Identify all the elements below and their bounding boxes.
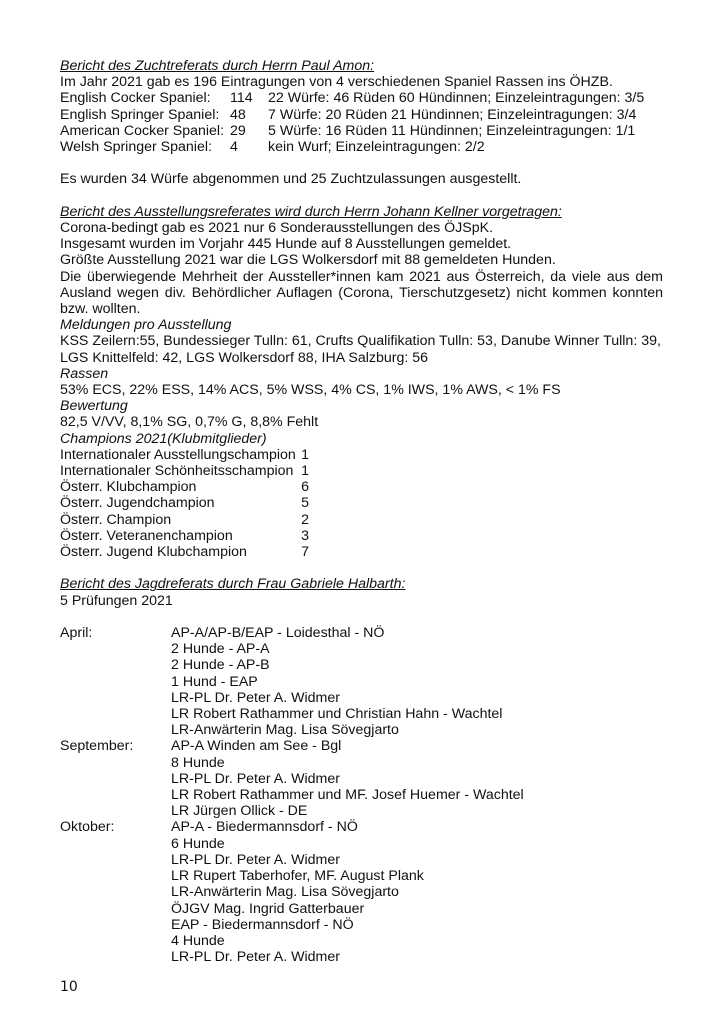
table-row: [60, 868, 524, 884]
table-row: [60, 722, 524, 738]
breed-detail: 7 Würfe: 20 Rüden 21 Hündinnen; Einzeleintragungen: 3/4: [268, 106, 637, 123]
champion-title: Österr. Champion: [60, 511, 172, 528]
event-line: AP-A Winden am See - Bgl: [171, 738, 342, 755]
breed-name: Welsh Springer Spaniel:: [60, 139, 212, 156]
breed-detail: 22 Würfe: 46 Rüden 60 Hündinnen; Einzeleintragungen: 3/5: [268, 90, 645, 107]
events-table: [60, 625, 524, 965]
table-row: [60, 949, 524, 965]
event-month: April:: [60, 625, 93, 642]
section-heading: Bericht des Zuchtreferats durch Herrn Paul Amon:: [60, 58, 375, 74]
champions-table: [60, 447, 309, 560]
section-ausstellungsreferat: [60, 204, 663, 560]
event-line: 8 Hunde: [171, 754, 225, 771]
event-line: LR-Anwärterin Mag. Lisa Sövegjarto: [171, 722, 399, 739]
event-month: September:: [60, 738, 134, 755]
event-line: LR-PL Dr. Peter A. Widmer: [171, 851, 340, 868]
meldungen-text: KSS Zeilern:55, Bundessieger Tulln: 61, Crufts Qualifikation Tulln: 53, Danube Winner Tulln: 39, LGS Knittelfeld: 42, LGS Wolkersdorf 88, IHA Salzburg: 56: [60, 333, 661, 366]
spacer: [60, 188, 663, 204]
champion-title: Österr. Klubchampion: [60, 479, 197, 496]
event-line: AP-A/AP-B/EAP - Loidesthal - NÖ: [171, 625, 385, 642]
table-row: [60, 657, 524, 673]
table-row: [60, 933, 524, 949]
spacer: [60, 560, 663, 576]
breed-table: [60, 90, 644, 155]
event-line: LR-PL Dr. Peter A. Widmer: [171, 770, 340, 787]
rassen-text: 53% ECS, 22% ESS, 14% ACS, 5% WSS, 4% CS, 1% IWS, 1% AWS, < 1% FS: [60, 382, 561, 399]
event-line: LR Rupert Taberhofer, MF. August Plank: [171, 868, 424, 885]
champion-title: Österr. Jugendchampion: [60, 495, 215, 512]
bewertung-text: 82,5 V/VV, 8,1% SG, 0,7% G, 8,8% Fehlt: [60, 414, 319, 431]
event-line: LR-Anwärterin Mag. Lisa Sövegjarto: [171, 884, 399, 901]
table-row: [60, 803, 524, 819]
table-row: [60, 90, 644, 106]
table-row: [60, 690, 524, 706]
section-heading: Bericht des Jagdreferats durch Frau Gabriele Halbarth:: [60, 576, 406, 593]
intro-text: Im Jahr 2021 gab es 196 Eintragungen von 4 verschiedenen Spaniel Rassen ins ÖHZB.: [60, 74, 613, 91]
champion-count: 1: [301, 446, 309, 463]
table-row: [60, 674, 524, 690]
text-line: Insgesamt wurden im Vorjahr 445 Hunde auf 8 Ausstellungen gemeldet.: [60, 236, 512, 253]
table-row: [60, 819, 524, 835]
section-zuchtreferat: [60, 58, 663, 188]
champion-count: 6: [301, 479, 309, 496]
event-line: LR-PL Dr. Peter A. Widmer: [171, 689, 340, 706]
table-row: [60, 495, 309, 511]
text-line: Größte Ausstellung 2021 war die LGS Wolkersdorf mit 88 gemeldeten Hunden.: [60, 252, 556, 269]
breed-name: English Springer Spaniel:: [60, 106, 220, 123]
event-line: 4 Hunde: [171, 932, 225, 949]
champion-count: 3: [301, 527, 309, 544]
table-row: [60, 787, 524, 803]
event-line: 2 Hunde - AP-A: [171, 641, 270, 658]
table-row: [60, 641, 524, 657]
table-row: [60, 901, 524, 917]
table-row: [60, 917, 524, 933]
table-row: [60, 852, 524, 868]
paragraph-text: Die überwiegende Mehrheit der Aussteller*innen kam 2021 aus Österreich, da viele aus dem Ausland wegen div. Behördlicher Auflagen (Corona, Tierschutzgesetz) nicht kommen konnten bzw. wollten.: [60, 268, 663, 318]
event-line: EAP - Biedermannsdorf - NÖ: [171, 916, 354, 933]
section-heading: Bericht des Ausstellungsreferates wird durch Herrn Johann Kellner vorgetragen:: [60, 203, 562, 220]
breed-count: 4: [230, 139, 238, 156]
table-row: [60, 479, 309, 495]
text-line: Corona-bedingt gab es 2021 nur 6 Sonderausstellungen des ÖJSpK.: [60, 220, 494, 236]
subheading-champions: Champions 2021(Klubmitglieder): [60, 430, 267, 447]
table-row: [60, 528, 309, 544]
section-jagdreferat: [60, 576, 663, 965]
spacer: [60, 609, 663, 625]
intro-text: 5 Prüfungen 2021: [60, 592, 173, 609]
breed-count: 114: [230, 90, 253, 107]
subheading-rassen: Rassen: [60, 365, 109, 382]
champion-title: Österr. Jugend Klubchampion: [60, 544, 247, 561]
breed-name: English Cocker Spaniel:: [60, 90, 211, 107]
champion-count: 1: [301, 463, 309, 480]
champion-title: Internationaler Schönheitsschampion: [60, 463, 294, 480]
summary-text: Es wurden 34 Würfe abgenommen und 25 Zuchtzulassungen ausgestellt.: [60, 171, 522, 188]
event-line: LR Robert Rathammer und MF. Josef Huemer - Wachtel: [171, 787, 524, 804]
breed-count: 29: [230, 122, 246, 139]
breed-detail: kein Wurf; Einzeleintragungen: 2/2: [268, 139, 485, 156]
event-line: 6 Hunde: [171, 835, 225, 852]
event-line: 2 Hunde - AP-B: [171, 657, 270, 674]
table-row: [60, 755, 524, 771]
subheading-meldungen: Meldungen pro Ausstellung: [60, 317, 232, 334]
event-line: LR Jürgen Ollick - DE: [171, 803, 308, 820]
breed-detail: 5 Würfe: 16 Rüden 11 Hündinnen; Einzeleintragungen: 1/1: [268, 122, 636, 139]
page-number: 10: [60, 979, 78, 995]
event-line: LR Robert Rathammer und Christian Hahn - Wachtel: [171, 706, 503, 723]
breed-name: American Cocker Spaniel:: [60, 122, 225, 139]
subheading-bewertung: Bewertung: [60, 398, 128, 415]
champion-count: 2: [301, 511, 309, 528]
event-line: 1 Hund - EAP: [171, 673, 258, 690]
table-row: [60, 463, 309, 479]
document-page: [60, 58, 663, 965]
table-row: [60, 123, 644, 139]
event-line: ÖJGV Mag. Ingrid Gatterbauer: [171, 900, 365, 917]
event-line: AP-A - Biedermannsdorf - NÖ: [171, 819, 358, 836]
table-row: [60, 544, 309, 560]
champion-count: 5: [301, 495, 309, 512]
table-row: [60, 836, 524, 852]
event-month: Oktober:: [60, 819, 115, 836]
table-row: [60, 139, 644, 155]
table-row: [60, 512, 309, 528]
table-row: [60, 625, 524, 641]
table-row: [60, 884, 524, 900]
table-row: [60, 447, 309, 463]
spacer: [60, 155, 663, 171]
table-row: [60, 738, 524, 754]
table-row: [60, 107, 644, 123]
breed-count: 48: [230, 106, 246, 123]
table-row: [60, 706, 524, 722]
champion-count: 7: [301, 544, 309, 561]
champion-title: Österr. Veteranenchampion: [60, 527, 233, 544]
table-row: [60, 771, 524, 787]
event-line: LR-PL Dr. Peter A. Widmer: [171, 949, 340, 966]
champion-title: Internationaler Ausstellungschampion: [60, 446, 296, 463]
